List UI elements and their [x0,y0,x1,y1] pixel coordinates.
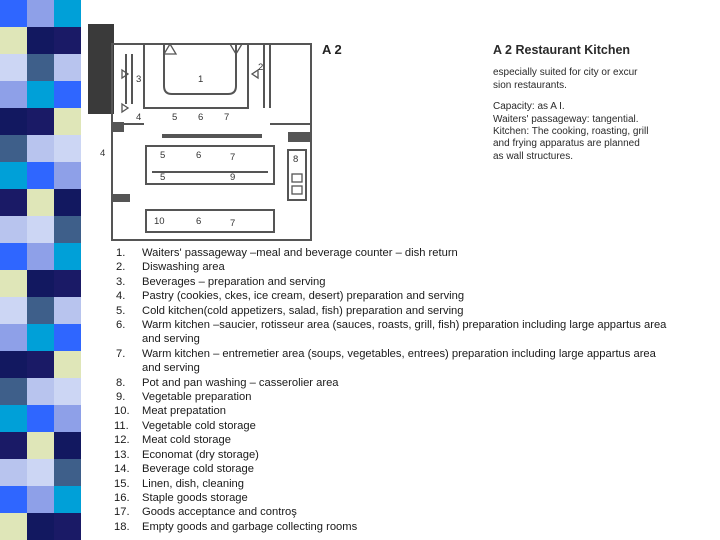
strip-cell [27,270,54,297]
arrow-right-icon [122,104,128,112]
legend-item-number: 13. [114,448,130,461]
strip-cell [27,135,54,162]
plan-number: 10 [154,216,165,227]
legend-item-number: 9. [116,391,126,404]
pot-wash-sink [292,186,302,194]
legend-item [114,448,666,462]
strip-cell [27,54,54,81]
caption-line: and frying apparatus are planned [493,138,640,150]
strip-cell [0,27,27,54]
legend-item-number: 2. [116,261,126,274]
strip-cell [27,378,54,405]
strip-cell [54,405,81,432]
caption-line: as wall structures. [493,150,574,162]
plan-label: A 2 [322,42,342,57]
strip-cell [27,243,54,270]
legend-item-text: Empty goods and garbage collecting rooms [142,520,358,533]
legend-item-text: Pastry (cookies, ckes, ice cream, desert) preparation and serving [142,290,465,303]
strip-cell [0,459,27,486]
strip-cell [27,324,54,351]
strip-cell [0,189,27,216]
strip-cell [54,243,81,270]
strip-cell [27,297,54,324]
plan-number: 5 [160,172,166,183]
strip-cell [0,162,27,189]
plan-number: 6 [196,150,202,161]
legend-item [114,318,666,347]
strip-column-right [54,0,81,540]
caption-line: Capacity: as A I. [493,101,565,113]
legend-item-number: 11. [114,419,129,432]
strip-cell [27,405,54,432]
legend-item-number: 1. [116,247,126,259]
strip-cell [27,0,54,27]
strip-cell [54,459,81,486]
plan-number: 6 [196,216,202,227]
legend-item [114,390,666,404]
legend-item-text: Staple goods storage [142,491,248,504]
legend-item [114,433,666,447]
strip-cell [54,297,81,324]
strip-cell [54,486,81,513]
strip-cell [54,270,81,297]
legend-item-continuation: and serving [142,333,200,346]
caption-title: A 2 Restaurant Kitchen [493,43,631,57]
legend-item-text: Beverage cold storage [142,463,254,476]
wall-block [112,194,130,202]
strip-cell [54,54,81,81]
strip-cell [27,81,54,108]
legend-item [114,376,666,390]
legend-item-number: 17. [114,506,130,519]
decorative-color-strip [0,0,82,540]
strip-cell [54,378,81,405]
legend-item-text: Goods acceptance and controş [142,506,297,519]
plan-number: 4 [100,148,106,159]
wall-block [112,122,124,132]
plan-number: 5 [172,112,178,123]
legend-item-number: 8. [116,376,126,389]
strip-cell [54,324,81,351]
strip-cell [27,351,54,378]
legend-item-text: Warm kitchen – entremetier area (soups, vegetables, entrees) preparation including large appartus area [142,347,656,360]
legend-item-text: Pot and pan washing – casserolier area [142,376,339,389]
strip-cell [0,135,27,162]
legend-item [114,289,666,303]
strip-cell [0,324,27,351]
scan-dark-edge [88,24,114,114]
plan-number: 7 [230,152,236,163]
strip-cell [0,243,27,270]
legend-item-text: Waiters' passageway –meal and beverage counter – dish return [142,247,458,259]
strip-cell [0,405,27,432]
dishwash-area-outline [126,54,132,104]
legend-item [114,246,666,260]
legend-item-text: Cold kitchen(cold appetizers, salad, fish) preparation and serving [142,304,464,317]
strip-cell [27,162,54,189]
area-legend-list [114,246,666,534]
strip-cell [54,27,81,54]
legend-item-number: 7. [116,347,126,360]
legend-item-number: 14. [114,463,130,476]
arrow-up-icon [164,44,176,54]
strip-cell [54,0,81,27]
strip-cell [27,432,54,459]
legend-item [114,404,666,418]
strip-cell [27,27,54,54]
strip-cell [0,216,27,243]
caption-line: Kitchen: The cooking, roasting, grill [493,126,649,138]
strip-cell [27,108,54,135]
legend-item [114,347,666,376]
strip-cell [27,486,54,513]
strip-cell [27,459,54,486]
plan-number: 6 [198,112,204,123]
legend-item-number: 18. [114,520,130,533]
legend-item-number: 15. [114,477,130,490]
wall-block [288,132,310,142]
legend-item-text: Economat (dry storage) [142,448,259,461]
legend-item [114,520,666,534]
strip-column-left [0,0,27,540]
caption-line: especially suited for city or excur [493,67,638,79]
plan-number: 7 [224,112,230,123]
strip-cell [0,351,27,378]
strip-cell [0,378,27,405]
strip-cell [0,270,27,297]
legend-item-text: Diswashing area [142,261,225,274]
legend-item-text: Beverages – preparation and serving [142,275,326,288]
strip-cell [54,216,81,243]
strip-cell [27,216,54,243]
pass-corridor-left [144,44,248,108]
legend-item-number: 5. [116,304,126,317]
legend-item [114,304,666,318]
plan-number: 3 [136,74,142,85]
legend-item-text: Meat prepatation [142,405,226,418]
plan-number: 2 [258,62,264,73]
plan-caption [493,44,648,163]
strip-cell [54,351,81,378]
kitchen-floor-plan [88,24,324,246]
strip-cell [54,432,81,459]
legend-item-text: Vegetable cold storage [142,419,256,432]
strip-cell [0,54,27,81]
legend-item-text: Meat cold storage [142,434,231,447]
strip-cell [0,432,27,459]
pot-wash-sink [292,174,302,182]
strip-cell [54,189,81,216]
scanned-page [88,24,706,246]
strip-cell [0,108,27,135]
strip-cell [0,0,27,27]
legend-item [114,275,666,289]
legend-item-text: Linen, dish, cleaning [142,477,245,490]
plan-number: 4 [136,112,142,123]
strip-cell [27,189,54,216]
strip-cell [0,513,27,540]
legend-item-text: Warm kitchen –saucier, rotisseur area (sauces, roasts, grill, fish) preparation including large appartus area [142,319,667,332]
legend-item-number: 12. [114,434,130,447]
caption-line: sion restaurants. [493,79,567,91]
strip-cell [27,513,54,540]
plan-number: 8 [293,154,299,165]
legend-item-number: 4. [116,290,126,303]
legend-item [114,505,666,519]
plan-number: 1 [198,74,204,85]
strip-cell [54,162,81,189]
legend-item-number: 10. [114,405,130,418]
legend-item-text: Vegetable preparation [142,391,252,404]
plan-number: 5 [160,150,166,161]
strip-cell [0,297,27,324]
strip-column-middle [27,0,54,540]
strip-cell [0,81,27,108]
strip-cell [54,513,81,540]
caption-line: Waiters' passageway: tangential. [493,113,639,125]
legend-item-continuation: and serving [142,362,200,375]
bottom-counter [146,210,274,232]
wall-block [162,134,262,138]
plan-number: 7 [230,218,236,229]
strip-cell [54,81,81,108]
plan-number: 9 [230,172,236,183]
strip-cell [0,486,27,513]
strip-cell [54,135,81,162]
legend-item-number: 6. [116,319,126,332]
legend-item [114,477,666,491]
legend-item-number: 16. [114,491,130,504]
legend-item [114,491,666,505]
legend-item [114,419,666,433]
legend-item [114,462,666,476]
legend-item [114,260,666,274]
legend-item-number: 3. [116,275,126,288]
pass-corridor-right [264,44,270,108]
strip-cell [54,108,81,135]
